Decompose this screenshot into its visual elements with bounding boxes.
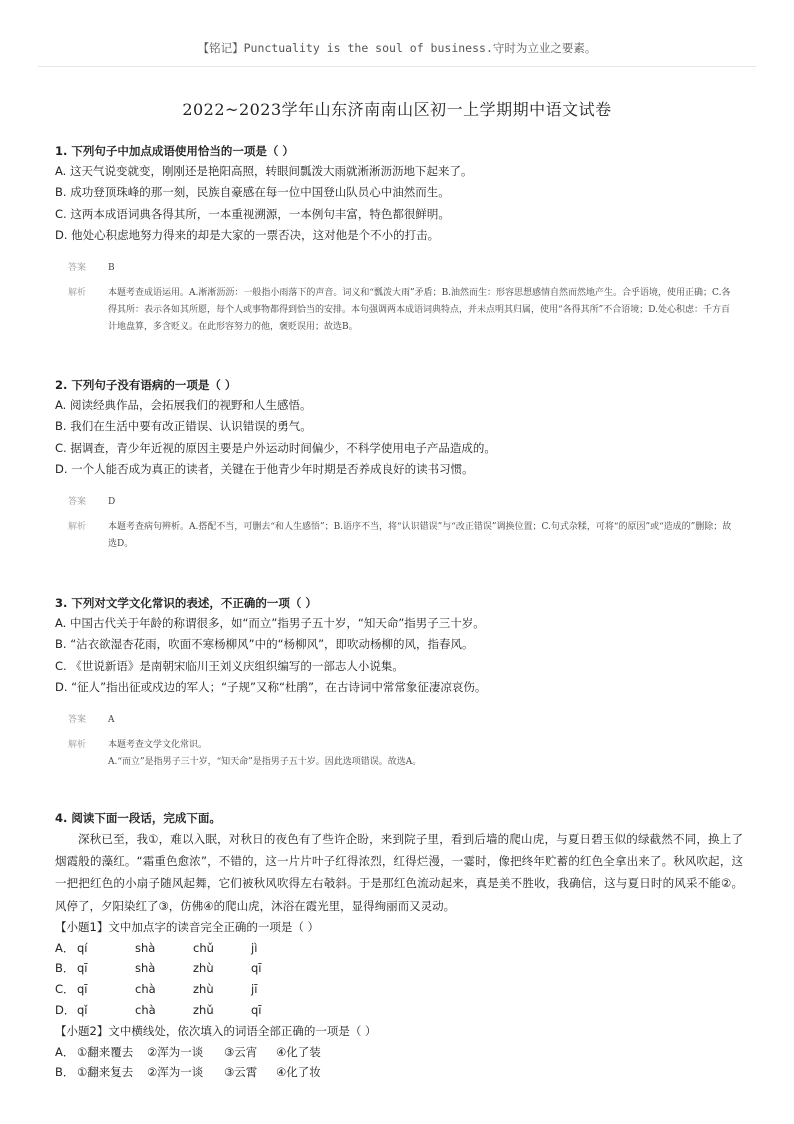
option-d: D. 他处心积虑地努力得来的却是大家的一票否决，这对他是个不小的打击。 [55, 227, 440, 242]
option-label: B． [55, 1065, 75, 1080]
analysis-label: 解析 [68, 522, 87, 532]
option-a: A. 中国古代关于年龄的称谓很多，如“而立”指男子五十岁，“知天命”指男子三十岁。 [55, 616, 485, 630]
question-2 [55, 375, 745, 480]
question-stem: 4. 阅读下面一段话，完成下面。 [55, 811, 221, 825]
pinyin: qī [77, 982, 88, 997]
answer-value: A [108, 715, 115, 725]
word-option-b [55, 1062, 745, 1083]
page-title: 2022~2023学年山东济南南山区初一上学期期中语文试卷 [182, 100, 612, 119]
analysis-text-line-1: 本题考查文学文化常识。 [108, 740, 208, 750]
question-stem: 2. 下列句子没有语病的一项是（ ） [55, 378, 237, 392]
page-motto: 【铭记】Punctuality is the soul of business.守时为立业之要素。 [197, 41, 597, 55]
pinyin: jī [251, 982, 258, 997]
word-choice: ③云宵 [224, 1044, 258, 1059]
answer-block-3 [68, 712, 738, 771]
pinyin-option-d [55, 1000, 745, 1021]
pinyin-option-a [55, 938, 745, 959]
word-choice: ④化了妆 [276, 1065, 321, 1080]
question-1 [55, 141, 745, 246]
analysis-text: 本题考查成语运用。A.淅淅沥沥：一般指小雨落下的声音。词义和“瓢泼大雨”矛盾；B.油然而生：形容思想感情自然而然地产生。合乎语境，使用正确；C.各得其所：表示各如其所愿，每个人或事物都得到恰当的安排。本句强调两本成语词典特点，并未点明其归属，使用“各得其所”不合语境；D.处心积虑：千方百计地盘算，多含贬义。在此形容努力的他，褒贬误用；故选B。 [108, 288, 731, 332]
option-d: D. “征人”指出征或戍边的军人；“子规”又称“杜鹃”，在古诗词中常常象征凄凉哀伤。 [55, 679, 487, 694]
question-4 [55, 808, 745, 1083]
option-label: A． [55, 1044, 75, 1059]
question-stem: 1. 下列句子中加点成语使用恰当的一项是（ ） [55, 144, 294, 158]
analysis-label: 解析 [68, 288, 87, 298]
pinyin: qǐ [77, 1003, 88, 1017]
word-option-a [55, 1042, 745, 1063]
pinyin: qī [251, 961, 262, 976]
word-choice: ④化了装 [276, 1044, 321, 1059]
analysis-text: 本题考查病句辨析。A.搭配不当，可删去“和人生感悟”；B.语序不当，将“认识错误”与“改正错误”调换位置；C.句式杂糅，可将“的原因”或“造成的”删除；故选D。 [108, 522, 732, 549]
pinyin: qí [77, 940, 88, 955]
option-b: B. 成功登顶珠峰的那一刻，民族自豪感在每一位中国登山队员心中油然而生。 [55, 185, 450, 200]
analysis-label: 解析 [68, 740, 87, 750]
pinyin: shà [135, 961, 156, 976]
answer-block-1 [68, 260, 738, 336]
pinyin: chǔ [193, 940, 214, 955]
word-choice: ①翻来复去 [77, 1065, 134, 1080]
option-c: C. 据调查，青少年近视的原因主要是户外运动时间偏少，不科学使用电子产品造成的。 [55, 440, 496, 455]
pinyin: zhǔ [193, 1003, 214, 1017]
word-choice: ①翻来覆去 [77, 1044, 134, 1059]
pinyin: chà [135, 1003, 156, 1017]
option-label: B． [55, 961, 75, 976]
option-label: A． [55, 940, 75, 955]
option-b: B. 我们在生活中要有改正错误、认识错误的勇气。 [55, 419, 312, 434]
pinyin: chà [135, 982, 156, 997]
option-a: A. 这天气说变就变，刚刚还是艳阳高照，转眼间瓢泼大雨就淅淅沥沥地下起来了。 [55, 164, 473, 178]
pinyin: qī [251, 1003, 262, 1017]
pinyin: zhù [193, 982, 214, 997]
reading-passage: 深秋已至，我①，难以入眠，对秋日的夜色有了些许企盼，来到院子里，看到后墙的爬山虎，与夏日碧玉似的绿截然不同，换上了烟霞般的藻红。“霜重色愈浓”，不错的，这一片片叶子红得浓烈，红得烂漫，一霎时，像把终年贮蓄的红色全拿出来了。秋风吹起，这一把把红色的小扇子随风起舞，它们被秋风吹得左右攲斜。于是那红色流动起来，真是美不胜收，我确信，这与夏日时的风采不能②。风停了，夕阳染红了③，仿佛④的爬山虎，沐浴在霞光里，显得绚丽而又灵动。 [55, 832, 743, 913]
pinyin: jì [251, 940, 258, 955]
option-a: A. 阅读经典作品，会拓展我们的视野和人生感悟。 [55, 398, 312, 412]
answer-block-2 [68, 494, 738, 553]
option-label: D． [55, 1003, 76, 1017]
option-b: B. “沾衣欲湿杏花雨，吹面不寒杨柳风”中的“杨柳风”，即吹动杨柳的风，指春风。 [55, 637, 474, 652]
header-divider [38, 66, 756, 67]
pinyin-option-c [55, 979, 745, 1000]
question-3 [55, 593, 745, 698]
word-choice: ③云霄 [224, 1065, 258, 1080]
answer-value: D [108, 497, 116, 507]
sub-question-2-stem: 【小题2】文中横线处，依次填入的词语全部正确的一项是（ ） [55, 1023, 377, 1038]
answer-value: B [108, 263, 115, 273]
answer-label: 答案 [68, 497, 87, 507]
word-choice: ②浑为一谈 [147, 1044, 204, 1059]
sub-question-1-stem: 【小题1】文中加点字的读音完全正确的一项是（ ） [55, 919, 319, 934]
analysis-text-line-2: A.“而立”是指男子三十岁，“知天命”是指男子五十岁。因此选项错误。故选A。 [108, 757, 422, 767]
question-stem: 3. 下列对文学文化常识的表述，不正确的一项（ ） [55, 596, 317, 610]
pinyin: zhù [193, 961, 214, 976]
answer-label: 答案 [68, 715, 87, 725]
option-c: C. 这两本成语词典各得其所，一本重视溯源，一本例句丰富，特色都很鲜明。 [55, 206, 450, 221]
option-label: C． [55, 982, 75, 997]
word-choice: ②浑为一谈 [147, 1065, 204, 1080]
option-d: D. 一个人能否成为真正的读者，关键在于他青少年时期是否养成良好的读书习惯。 [55, 461, 474, 476]
pinyin: shà [135, 940, 156, 955]
pinyin-option-b [55, 958, 745, 979]
option-c: C. 《世说新语》是南朝宋临川王刘义庆组织编写的一部志人小说集。 [55, 658, 404, 673]
answer-label: 答案 [68, 263, 87, 273]
pinyin: qī [77, 961, 88, 976]
